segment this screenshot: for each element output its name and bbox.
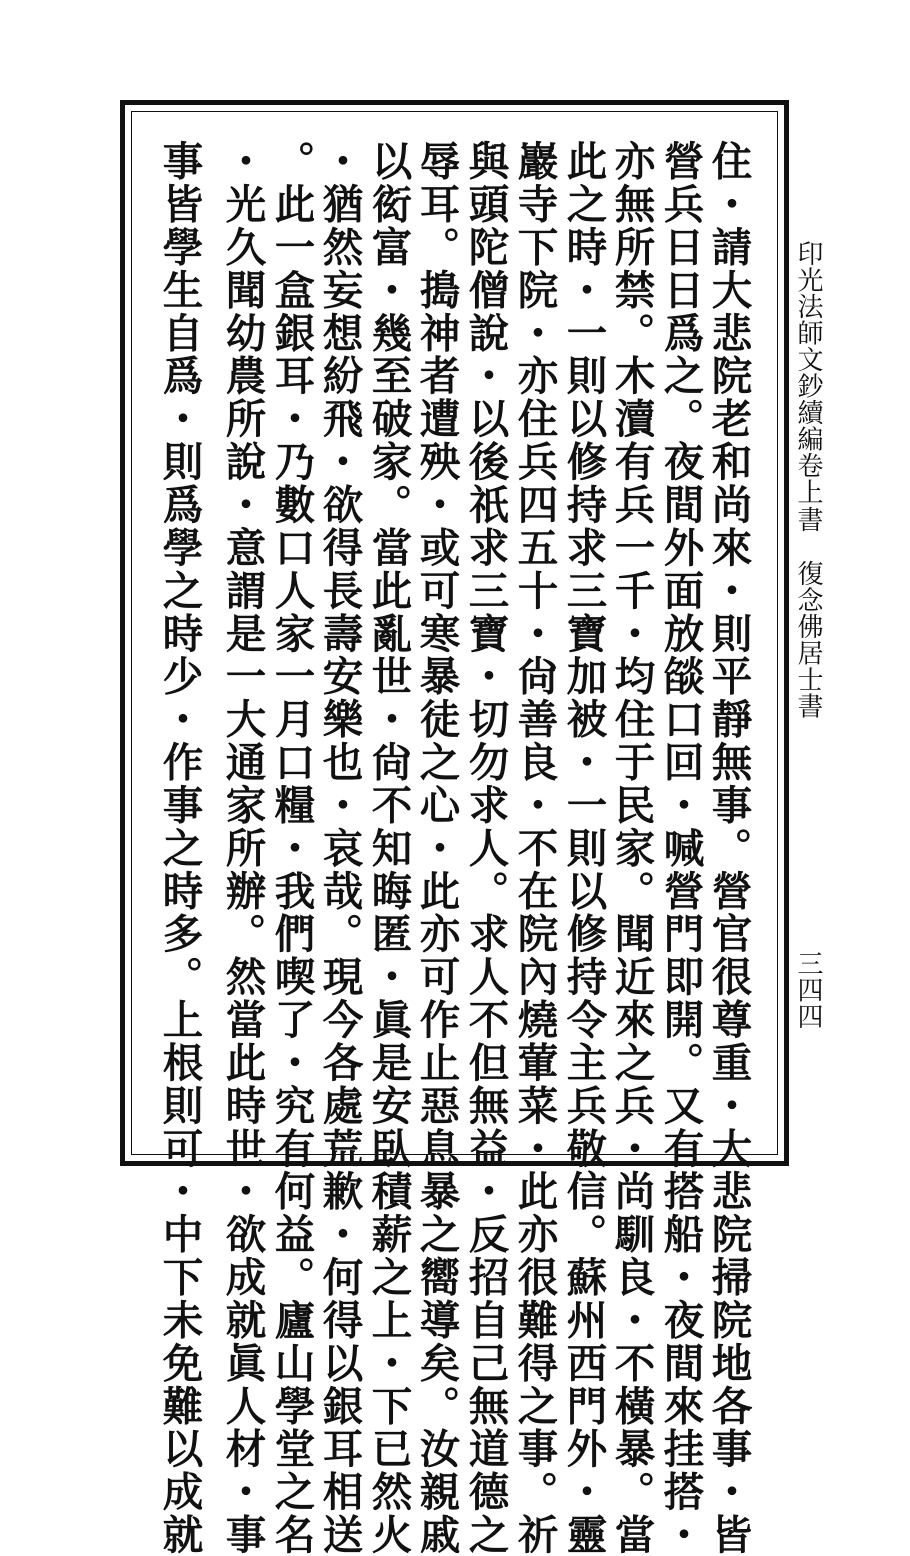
text-column: 住・請大悲院老和尚來・則平靜無事。營官很尊重・大悲院掃院地各事・皆 xyxy=(704,140,753,1556)
text-column: ・猶然妄想紛飛・欲得長壽安樂也・哀哉。現今各處荒歉・何得以銀耳相送 xyxy=(315,140,364,1556)
text-column: 事皆學生自爲・則爲學之時少・作事之時多。上根則可・中下未免難以成就 xyxy=(155,140,204,1556)
book-title: 印光法師文鈔續編卷上 xyxy=(793,240,823,505)
text-column: 營兵日日爲之。夜間外面放燄口回・喊營門即開。又有搭船・夜間來挂搭・ xyxy=(656,140,705,1556)
text-column: 巖寺下院・亦住兵四五十・尙善良・不在院內燒葷菜・此亦很難得之事。祈 xyxy=(510,140,559,1556)
text-column: 亦無所禁。木瀆有兵一千・均住于民家。聞近來之兵・尚馴良・不橫暴。當 xyxy=(607,140,656,1556)
text-column: 。此一盒銀耳・乃數口人家一月口糧・我們喫了・究有何益。廬山學堂之名 xyxy=(267,140,316,1556)
text-column: 此之時・一則以修持求三寶加被・一則以修持令主兵敬信。蘇州西門外・靈 xyxy=(559,140,608,1556)
letter-title: 復念佛居士書 xyxy=(793,560,823,719)
text-column: 辱耳。搗神者遭殃・或可寒暴徒之心・此亦可作止惡息暴之嚮導矣。汝親戚 xyxy=(412,140,461,1556)
page-number: 三四四 xyxy=(793,950,823,1030)
text-column: ・光久聞幼農所說・意謂是一大通家所辦。然當此時世・欲成就眞人材・事 xyxy=(218,140,267,1556)
text-column: 以衒富・幾至破家。當此亂世・尙不知晦匿・眞是安臥積薪之上・下已然火 xyxy=(364,140,413,1556)
section-label: 書 xyxy=(793,506,823,533)
text-column: 與頭陀僧說・以後祇求三寶・切勿求人。求人不但無益・反招自己無道德之 xyxy=(461,140,510,1556)
